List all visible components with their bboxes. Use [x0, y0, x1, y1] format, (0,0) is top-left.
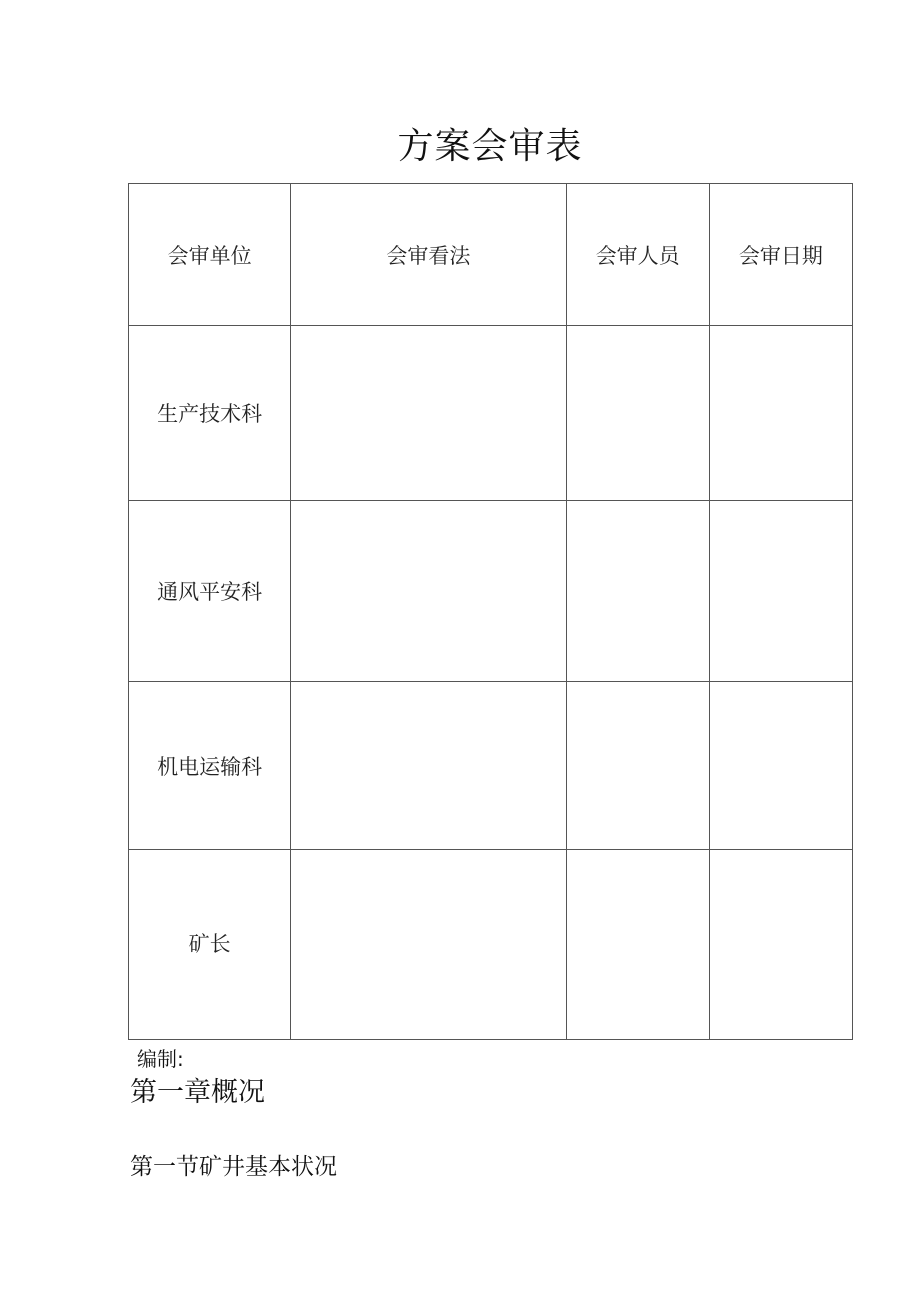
section-title: 第一节矿井基本状况: [130, 1154, 337, 1180]
opinion-cell[interactable]: [291, 501, 566, 682]
date-cell[interactable]: [709, 850, 852, 1040]
table-row: [129, 326, 853, 501]
review-table: [128, 183, 853, 1040]
unit-cell: [129, 682, 291, 850]
personnel-cell[interactable]: [566, 501, 709, 682]
unit-cell: [129, 326, 291, 501]
opinion-cell[interactable]: [291, 682, 566, 850]
table-row: [129, 501, 853, 682]
header-personnel: 会审人员: [566, 184, 709, 326]
page-title: 方案会审表: [397, 126, 583, 167]
table-row: [129, 682, 853, 850]
prepared-by-label: 编制:: [137, 1047, 184, 1071]
header-date: 会审日期: [709, 184, 852, 326]
opinion-cell[interactable]: [291, 326, 566, 501]
date-cell[interactable]: [709, 682, 852, 850]
opinion-cell[interactable]: [291, 850, 566, 1040]
unit-label: 机电运输科: [157, 754, 263, 779]
unit-label: 矿长: [188, 931, 231, 956]
personnel-cell[interactable]: [566, 682, 709, 850]
table-header-row: [129, 184, 853, 326]
personnel-cell[interactable]: [566, 326, 709, 501]
table-row: [129, 850, 853, 1040]
unit-cell: [129, 850, 291, 1040]
chapter-title: 第一章概况: [130, 1077, 265, 1108]
date-cell[interactable]: [709, 326, 852, 501]
unit-label: 通风平安科: [157, 580, 263, 604]
date-cell[interactable]: [709, 501, 852, 682]
header-unit: 会审单位: [129, 184, 291, 326]
header-opinion: 会审看法: [291, 184, 566, 326]
unit-cell: [129, 501, 291, 682]
unit-label: 生产技术科: [157, 402, 263, 426]
personnel-cell[interactable]: [566, 850, 709, 1040]
